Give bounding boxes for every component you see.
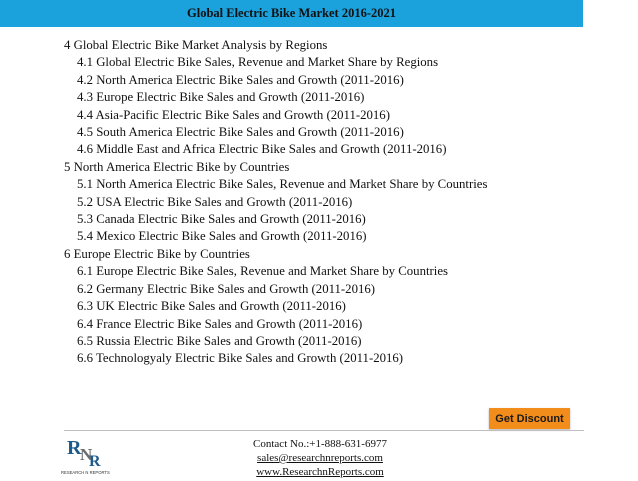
svg-text:R: R	[67, 437, 82, 459]
toc-subsection: 6.2 Germany Electric Bike Sales and Growth (2011-2016)	[77, 281, 376, 296]
get-discount-button[interactable]: Get Discount	[489, 408, 570, 429]
toc-subsection: 6.6 Technologyaly Electric Bike Sales and Growth (2011-2016)	[77, 351, 404, 366]
svg-text:R: R	[89, 453, 101, 470]
contact-phone: Contact No.:+1-888-631-6977	[253, 438, 387, 450]
toc-subsection: 4.5 South America Electric Bike Sales and Growth (2011-2016)	[77, 125, 404, 140]
toc-section: 6 Europe Electric Bike by Countries	[64, 246, 250, 261]
toc-subsection: 4.2 North America Electric Bike Sales and Growth (2011-2016)	[77, 72, 404, 87]
toc-subsection: 4.3 Europe Electric Bike Sales and Growth (2011-2016)	[77, 90, 365, 105]
toc-subsection: 4.4 Asia-Pacific Electric Bike Sales and Growth (2011-2016)	[77, 107, 390, 122]
toc-subsection: 5.3 Canada Electric Bike Sales and Growth (2011-2016)	[77, 212, 366, 227]
toc-subsection: 5.2 USA Electric Bike Sales and Growth (2011-2016)	[77, 194, 353, 209]
toc-section: 5 North America Electric Bike by Countries	[64, 159, 290, 174]
toc-subsection: 6.5 Russia Electric Bike Sales and Growth (2011-2016)	[77, 333, 362, 348]
contact-info	[250, 437, 390, 479]
contact-email-link[interactable]: sales@researchnreports.com	[257, 452, 383, 464]
logo-text: RESEARCH N REPORTS	[61, 470, 110, 475]
logo-graphic	[60, 432, 112, 476]
toc-subsection: 4.1 Global Electric Bike Sales, Revenue and Market Share by Regions	[77, 55, 439, 70]
svg-text:N: N	[80, 445, 93, 464]
toc-subsection: 6.1 Europe Electric Bike Sales, Revenue and Market Share by Countries	[77, 264, 449, 279]
right-margin	[583, 0, 638, 479]
toc-subsection: 6.3 UK Electric Bike Sales and Growth (2011-2016)	[77, 299, 346, 314]
toc-section: 4 Global Electric Bike Market Analysis by Regions	[64, 38, 328, 52]
title-bar	[0, 0, 583, 27]
footer-divider	[64, 430, 584, 431]
toc-subsection: 5.1 North America Electric Bike Sales, Revenue and Market Share by Countries	[77, 177, 488, 192]
toc-subsection: 4.6 Middle East and Africa Electric Bike Sales and Growth (2011-2016)	[77, 142, 447, 157]
toc-list	[64, 37, 584, 368]
rnr-logo-icon	[60, 432, 112, 476]
page-title: Global Electric Bike Market 2016-2021	[187, 6, 396, 20]
contact-website-link[interactable]: www.ResearchnReports.com	[256, 466, 384, 478]
toc-subsection: 6.4 France Electric Bike Sales and Growth (2011-2016)	[77, 316, 363, 331]
toc-subsection: 5.4 Mexico Electric Bike Sales and Growth (2011-2016)	[77, 229, 367, 244]
